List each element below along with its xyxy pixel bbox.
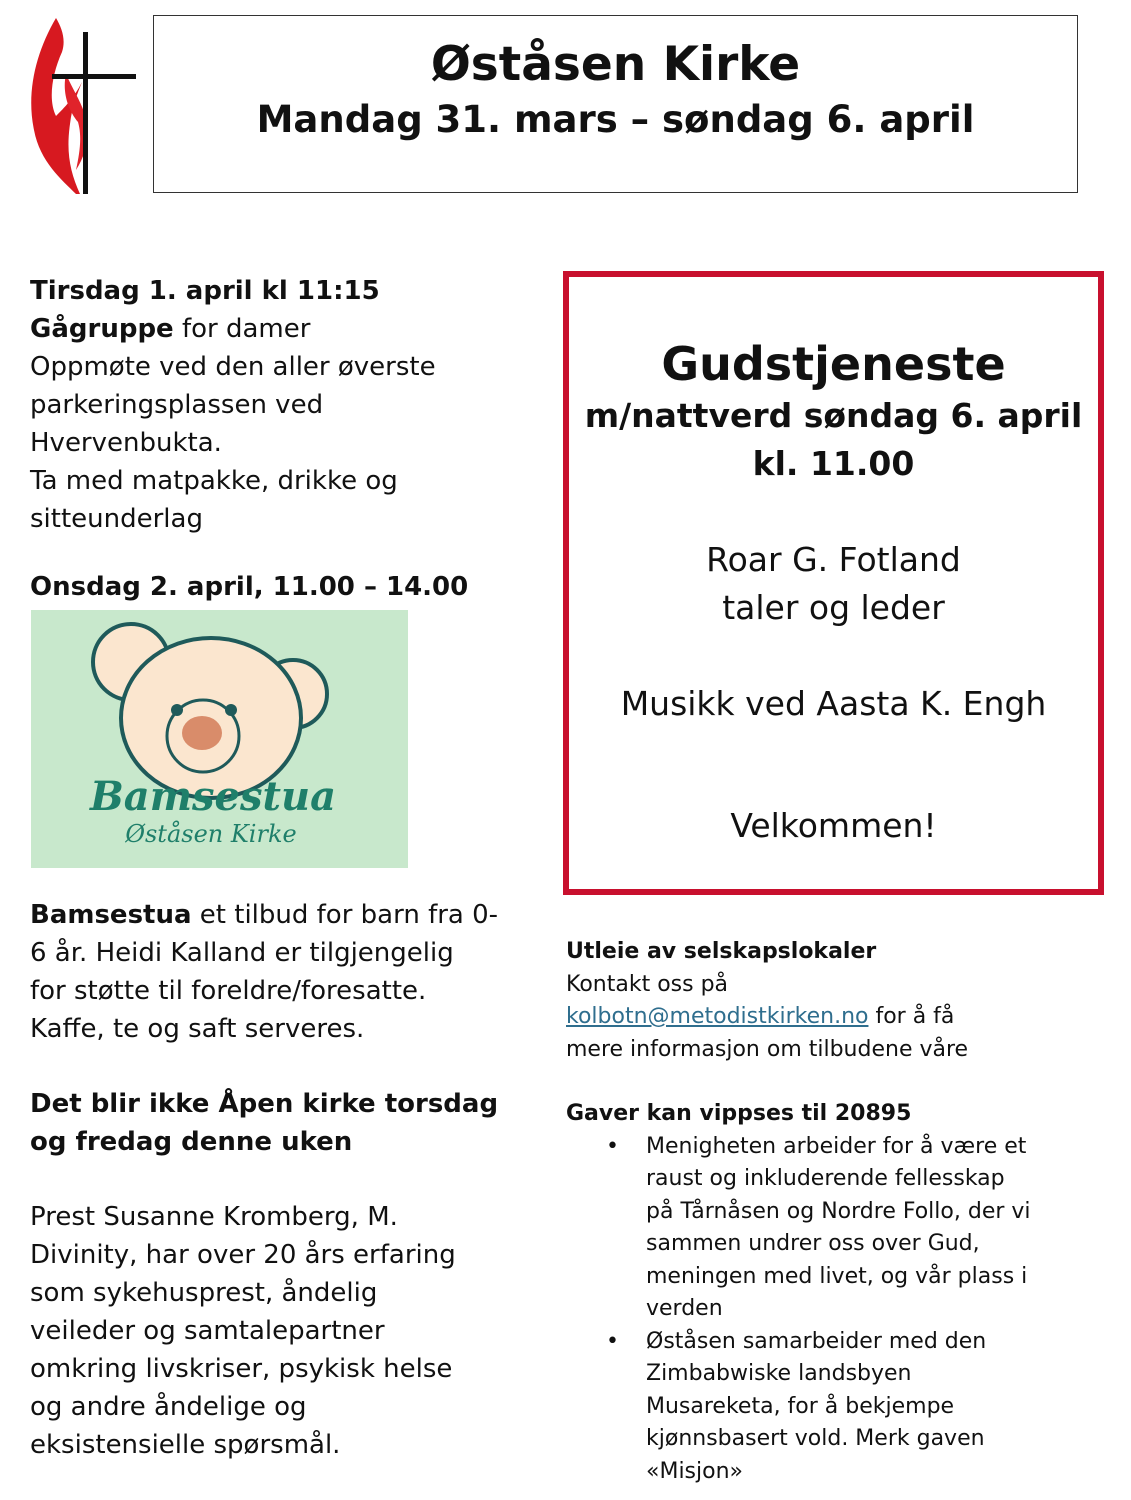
tuesday-line5: sitteunderlag [30, 504, 203, 534]
rental-heading: Utleie av selskapslokaler [566, 939, 877, 964]
rental-line2-rest: for å få [868, 1004, 955, 1029]
priest-line2: Divinity, har over 20 års erfaring [30, 1240, 456, 1270]
gift-item: • Menigheten arbeider for å være et raust og inkluderende fellesskap på Tårnåsen og Nordre Follo, der vi sammen undrer oss over Gud, meningen med livet, og vår plass i verden [646, 1131, 1036, 1326]
bamsestua-line1-text: et tilbud for barn fra 0- [191, 900, 499, 930]
tuesday-activity [30, 310, 500, 348]
priest-line4: veileder og samtalepartner [30, 1316, 385, 1346]
bamsestua-name: Bamsestua [30, 900, 192, 930]
priest-line3: som sykehusprest, åndelig [30, 1278, 378, 1308]
tuesday-line2: parkeringsplassen ved [30, 390, 324, 420]
header-box [153, 15, 1078, 193]
priest-line6: og andre åndelige og [30, 1392, 307, 1422]
priest-line5: omkring livskriser, psykisk helse [30, 1354, 453, 1384]
gifts-list [566, 1131, 1036, 1489]
activity-name: Gågruppe [30, 314, 174, 344]
closed-notice [30, 1085, 500, 1161]
priest-section [30, 1198, 500, 1464]
priest-line7: eksistensielle spørsmål. [30, 1430, 341, 1460]
rental-line2 [566, 1001, 1036, 1034]
tuesday-heading: Tirsdag 1. april kl 11:15 [30, 276, 380, 306]
priest-line1: Prest Susanne Kromberg, M. [30, 1202, 398, 1232]
service-time: kl. 11.00 [752, 444, 915, 484]
cross-vertical [83, 32, 88, 194]
gifts-heading: Gaver kan vippses til 20895 [566, 1101, 912, 1126]
rental-line1: Kontakt oss på [566, 971, 729, 997]
tuesday-section [30, 272, 500, 606]
bamsestua-line3: for støtte til foreldre/foresatte. [30, 976, 427, 1006]
gift-item: • Øståsen samarbeider med den Zimbabwiske landsbyen Musareketa, for å bekjempe kjønnsbasert vold. Merk gaven «Misjon» [646, 1326, 1006, 1489]
tuesday-line3: Hvervenbukta. [30, 428, 222, 458]
info-section [566, 936, 1036, 1488]
closed-line1: Det blir ikke Åpen kirke torsdag [30, 1089, 499, 1119]
service-welcome: Velkommen! [730, 806, 937, 846]
bamsestua-logo-name: Bamsestua [89, 773, 337, 820]
bamsestua-line1 [30, 896, 500, 934]
service-speaker-role: taler og leder [722, 588, 945, 628]
service-box [563, 271, 1104, 895]
cross-flame-logo [26, 12, 138, 198]
bamsestua-line2: 6 år. Heidi Kalland er tilgjengelig [30, 938, 454, 968]
bear-eye-right [225, 704, 237, 716]
activity-detail: for damer [173, 314, 311, 344]
closed-line2: og fredag denne uken [30, 1127, 353, 1157]
service-subtitle1: m/nattverd søndag 6. april [584, 396, 1083, 436]
service-title: Gudstjeneste [661, 337, 1006, 391]
bear-eye-left [171, 704, 183, 716]
tuesday-line4: Ta med matpakke, drikke og [30, 466, 398, 496]
cross-horizontal [52, 74, 136, 79]
rental-line3: mere informasjon om tilbudene våre [566, 1036, 969, 1062]
wednesday-heading: Onsdag 2. april, 11.00 – 14.00 [30, 572, 469, 602]
service-speaker: Roar G. Fotland [706, 540, 961, 580]
bamsestua-logo-subtitle: Øståsen Kirke [125, 820, 297, 848]
service-music: Musikk ved Aasta K. Engh [620, 684, 1047, 724]
bear-nose [182, 716, 222, 750]
bamsestua-line4: Kaffe, te og saft serveres. [30, 1014, 365, 1044]
tuesday-line1: Oppmøte ved den aller øverste [30, 352, 436, 382]
email-link[interactable]: kolbotn@metodistkirken.no [566, 1004, 869, 1029]
page-title: Øståsen Kirke [430, 37, 801, 92]
date-range: Mandag 31. mars – søndag 6. april [256, 98, 975, 142]
bamsestua-logo [31, 610, 408, 868]
bamsestua-section [30, 896, 500, 1048]
